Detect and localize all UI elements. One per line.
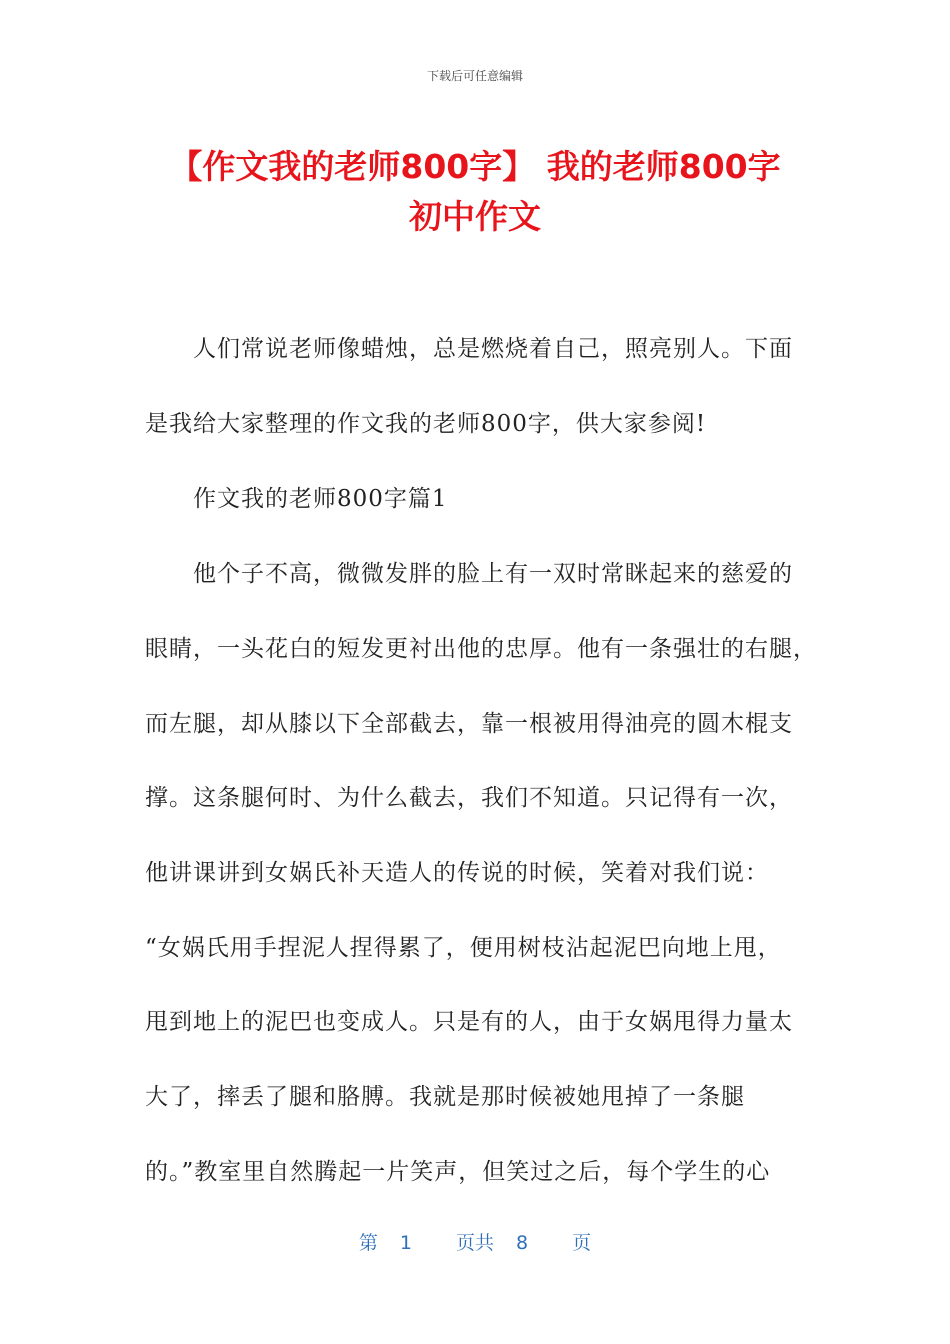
body-line: 是我给大家整理的作文我的老师800字，供大家参阅!: [145, 411, 707, 437]
footer-middle: 页共: [455, 1232, 494, 1254]
title-line-1: 【作文我的老师800字】 我的老师800字: [169, 147, 781, 186]
body-line: 而左腿，却从膝以下全部截去，靠一根被用得油亮的圆木棍支: [145, 711, 793, 737]
body-line: 撑。这条腿何时、为什么截去，我们不知道。只记得有一次，: [145, 785, 793, 811]
body-line: 大了，摔丢了腿和胳膊。我就是那时候被她甩掉了一条腿: [145, 1084, 745, 1110]
body-line: 甩到地上的泥巴也变成人。只是有的人，由于女娲甩得力量太: [145, 1009, 793, 1035]
body-line: 眼睛，一头花白的短发更衬出他的忠厚。他有一条强壮的右腿，: [145, 636, 817, 662]
body-line: “女娲氏用手捏泥人捏得累了，便用树枝沾起泥巴向地上甩，: [145, 935, 782, 961]
document-title: [140, 142, 810, 242]
section-heading: 作文我的老师800字篇1: [193, 486, 448, 512]
footer-total-pages: 8: [516, 1232, 529, 1254]
footer-prefix: 第: [358, 1232, 378, 1254]
header-note: 下载后可任意编辑: [426, 69, 523, 83]
page-footer: [0, 1228, 950, 1255]
footer-suffix: 页: [572, 1232, 592, 1254]
body-line: 他讲课讲到女娲氏补天造人的传说的时候，笑着对我们说：: [145, 860, 769, 886]
footer-current-page: 1: [399, 1232, 412, 1254]
title-line-2: 初中作文: [409, 197, 541, 236]
body-line: 人们常说老师像蜡烛，总是燃烧着自己，照亮别人。下面: [193, 336, 793, 362]
body-line: 他个子不高，微微发胖的脸上有一双时常眯起来的慈爱的: [193, 561, 793, 587]
body-line: 的。”教室里自然腾起一片笑声，但笑过之后，每个学生的心: [145, 1159, 771, 1185]
